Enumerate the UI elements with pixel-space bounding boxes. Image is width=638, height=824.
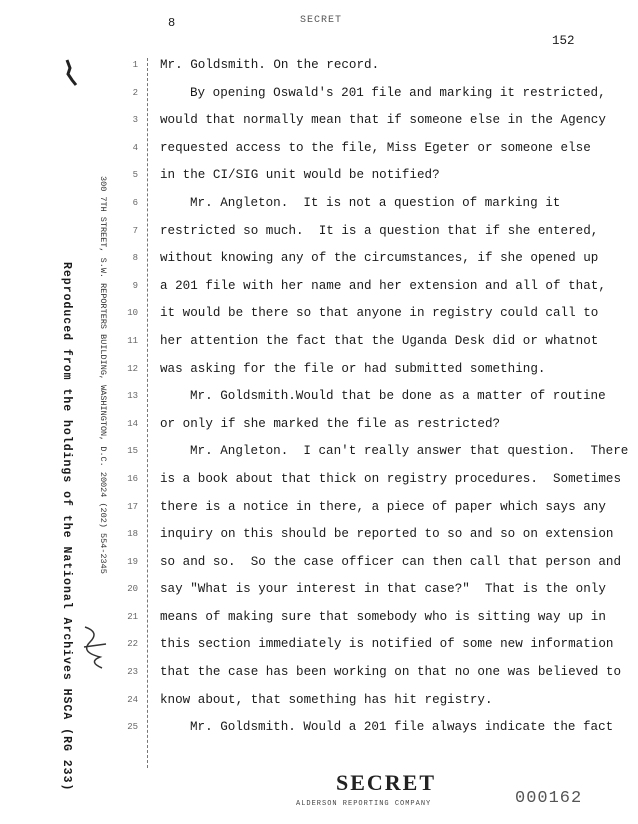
transcript-line	[0, 691, 638, 719]
line-number: 11	[127, 335, 138, 346]
footer-classification-stamp: SECRET	[336, 770, 437, 795]
line-number: 8	[132, 253, 138, 264]
document-number: 000162	[515, 789, 583, 808]
transcript-line	[0, 194, 638, 222]
page-label-left: 8	[168, 16, 176, 30]
line-text: was asking for the file or had submitted something.	[160, 361, 546, 376]
line-text: so and so. So the case officer can then call that person and	[160, 554, 622, 569]
line-text: her attention the fact that the Uganda Desk did or whatnot	[160, 333, 599, 348]
transcript-line	[0, 470, 638, 498]
line-number: 15	[127, 446, 138, 457]
line-number: 14	[127, 418, 138, 429]
page-number: 152	[552, 34, 575, 48]
transcript-line	[0, 663, 638, 691]
line-number: 21	[127, 611, 138, 622]
transcript-line	[0, 360, 638, 388]
line-text: this section immediately is notified of some new information	[160, 637, 614, 652]
transcript-line	[0, 332, 638, 360]
line-text: is a book about that thick on registry procedures. Sometimes	[160, 471, 622, 486]
transcript-line	[0, 304, 638, 332]
line-text: there is a notice in there, a piece of paper which says any	[160, 499, 606, 514]
line-text: restricted so much. It is a question that if she entered,	[160, 223, 599, 238]
line-text: that the case has been working on that no one was believed to	[160, 665, 622, 680]
line-number: 2	[132, 87, 138, 98]
line-number: 19	[127, 556, 138, 567]
line-text: Mr. Goldsmith. Would a 201 file always indicate the fact	[190, 720, 614, 735]
line-text: Mr. Goldsmith. On the record.	[160, 58, 380, 72]
line-number: 17	[127, 501, 138, 512]
line-text: Mr. Goldsmith.Would that be done as a matter of routine	[190, 389, 606, 404]
transcript-line	[0, 222, 638, 250]
transcript-line	[0, 84, 638, 112]
line-number: 6	[132, 197, 138, 208]
line-text: in the CI/SIG unit would be notified?	[160, 168, 440, 183]
line-text: without knowing any of the circumstances, if she opened up	[160, 251, 599, 266]
transcript-line	[0, 580, 638, 608]
transcript-line	[0, 635, 638, 663]
transcript-line	[0, 442, 638, 470]
transcript-line	[0, 387, 638, 415]
line-number: 25	[127, 722, 138, 733]
line-text: By opening Oswald's 201 file and marking it restricted,	[190, 85, 606, 100]
transcript-line	[0, 111, 638, 139]
transcript-line	[0, 718, 638, 746]
line-number: 13	[127, 391, 138, 402]
transcript-line	[0, 139, 638, 167]
archive-note: Reproduced from the holdings of the National Archives HSCA (RG 233)	[60, 262, 73, 792]
transcript-line	[0, 525, 638, 553]
line-number: 23	[127, 667, 138, 678]
line-number: 22	[127, 639, 138, 650]
line-number: 24	[127, 694, 138, 705]
line-text: Mr. Angleton. It is not a question of marking it	[190, 195, 561, 210]
line-number: 16	[127, 473, 138, 484]
line-text: or only if she marked the file as restricted?	[160, 416, 501, 431]
line-number: 4	[132, 142, 138, 153]
line-text: inquiry on this should be reported to so and so on extension	[160, 527, 614, 542]
transcript-line	[0, 608, 638, 636]
line-text: it would be there so that anyone in registry could call to	[160, 306, 599, 321]
line-number: 3	[132, 115, 138, 126]
line-text: would that normally mean that if someone else in the Agency	[160, 113, 606, 128]
transcript-line	[0, 553, 638, 581]
line-number: 18	[127, 529, 138, 540]
line-text: say "What is your interest in that case?" That is the only	[160, 582, 606, 597]
header-classification-mark: SECRET	[300, 15, 343, 26]
line-number: 12	[127, 363, 138, 374]
line-number: 7	[132, 225, 138, 236]
line-text: requested access to the file, Miss Egeter or someone else	[160, 140, 591, 155]
line-text: know about, that something has hit registry.	[160, 692, 493, 707]
transcript-line	[0, 249, 638, 277]
transcript-line	[0, 498, 638, 526]
line-number: 5	[132, 170, 138, 181]
transcript-body	[0, 56, 638, 746]
line-text: a 201 file with her name and her extension and all of that,	[160, 278, 606, 293]
transcript-line	[0, 277, 638, 305]
reporter-address: 300 7TH STREET, S.W. REPORTERS BUILDING, WASHINGTON, D.C. 20024 (202) 554-2345	[98, 176, 108, 574]
line-text: Mr. Angleton. I can't really answer that question. There	[190, 444, 629, 459]
line-number: 10	[127, 308, 138, 319]
line-number: 20	[127, 584, 138, 595]
line-number: 9	[132, 280, 138, 291]
transcript-line	[0, 166, 638, 194]
transcript-line	[0, 415, 638, 443]
line-text: means of making sure that somebody who is sitting way up in	[160, 609, 606, 624]
line-number: 1	[132, 60, 138, 70]
reporting-company: ALDERSON REPORTING COMPANY	[296, 800, 432, 808]
transcript-line	[0, 56, 638, 84]
